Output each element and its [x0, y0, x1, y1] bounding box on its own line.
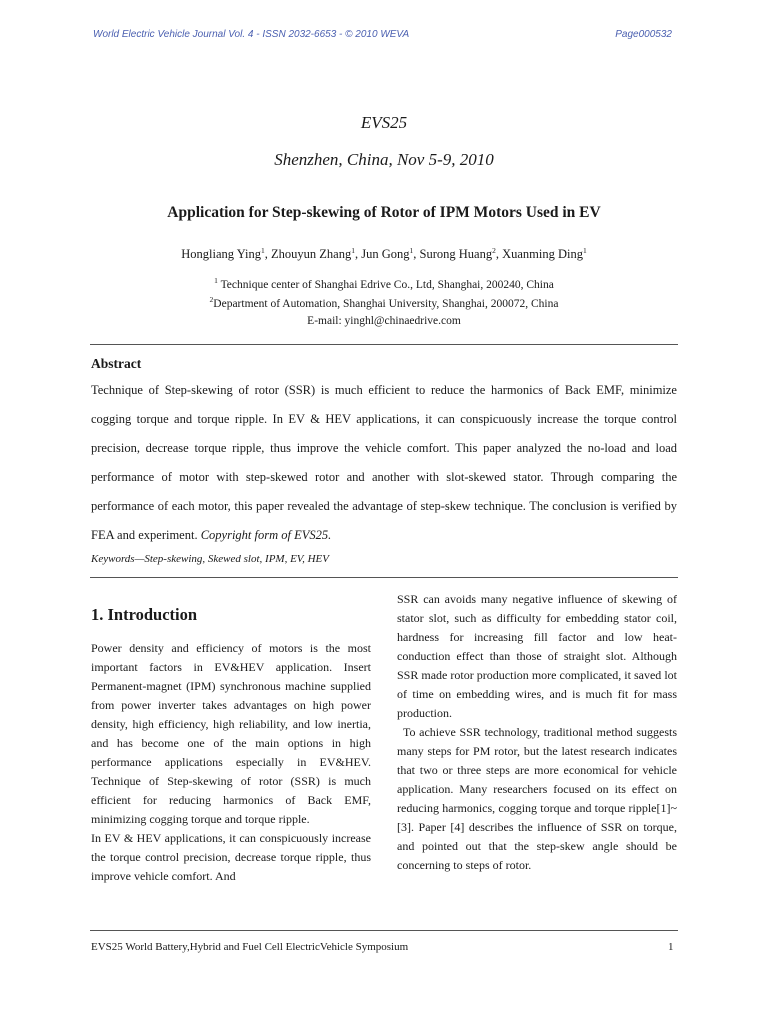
intro-left-column: [91, 639, 371, 886]
paragraph: To achieve SSR technology, traditional method suggests many steps for PM rotor, but the latest research indicates that two or three steps are more economical for vehicle application. Many researchers focused on its effect on reducing harmonics, cogging torque and torque ripple[1]~[3]. Paper [4] describes the influence of SSR on torque, and pointed out that the step-skew angle should be concerning to steps of rotor.: [397, 725, 677, 872]
page-id: Page000532: [615, 29, 672, 40]
abstract-heading: Abstract: [91, 356, 142, 371]
affiliation-1: $^1$ Technique center of Shanghai Edrive Co., Ltd, Shanghai, 200240, China: [214, 276, 554, 291]
author: Jun Gong$^1$,: [361, 246, 420, 262]
keywords: Keywords—Step-skewing, Skewed slot, IPM, EV, HEV: [91, 553, 329, 565]
author-email: E-mail: yinghl@chinaedrive.com: [307, 315, 461, 327]
footer-symposium: EVS25 World Battery,Hybrid and Fuel Cell ElectricVehicle Symposium: [91, 941, 409, 953]
abstract-bottom-rule: [90, 577, 678, 578]
intro-right-column: [397, 590, 677, 875]
author: Hongliang Ying$^1$,: [181, 246, 272, 262]
paragraph: In EV & HEV applications, it can conspicuously increase the torque control precision, decrease torque ripple, thus improve vehicle comfort. And: [91, 831, 371, 883]
page-number: 1: [668, 941, 674, 953]
journal-header: World Electric Vehicle Journal Vol. 4 - ISSN 2032-6653 - © 2010 WEVA: [93, 29, 410, 40]
footer-rule: [90, 930, 678, 931]
affiliation-2: $^2$Department of Automation, Shanghai University, Shanghai, 200072, China: [209, 295, 559, 310]
author: Zhouyun Zhang$^1$,: [271, 246, 362, 262]
abstract-top-rule: [90, 344, 678, 345]
conference-name: EVS25: [360, 113, 408, 132]
paragraph: Power density and efficiency of motors is the most important factors in EV&HEV application. Insert Permanent-magnet (IPM) synchronous machine supplied from power inverter takes advantages on high power density, high efficiency, high reliability, and low inertia, and has become one of the main options in high performance applications especially in EV&HEV. Technique of Step-skewing of rotor (SSR) is much efficient for reducing harmonics of Back EMF, minimizing cogging torque and torque ripple.: [91, 641, 371, 826]
conference-place-date: Shenzhen, China, Nov 5-9, 2010: [274, 150, 494, 169]
author-list: [0, 246, 768, 262]
author: Xuanming Ding$^1$: [502, 246, 587, 262]
paragraph: SSR can avoids many negative influence of skewing of stator slot, such as difficulty for embedding stator coil, hardness for increasing fill factor and low heat-conduction effect than those of straight slot. Although SSR made rotor production more complicated, it saved lot of time on embedding wires, and is much fit for mass production.: [397, 592, 677, 720]
abstract-body: Technique of Step-skewing of rotor (SSR) is much efficient to reduce the harmonics of Back EMF, minimize cogging torque and torque ripple. In EV & HEV applications, it can conspicuously increase the torque control precision, decrease torque ripple, thus improve the vehicle comfort. This paper analyzed the no-load and load performance of motor with step-skewed rotor and another with slot-skewed stator. Through comparing the performance of each motor, this paper revealed the advantage of step-skew technique. The conclusion is verified by FEA and experiment. Copyright form of EVS25.: [91, 383, 677, 542]
author: Surong Huang$^2$,: [419, 246, 503, 262]
paper-title: Application for Step-skewing of Rotor of IPM Motors Used in EV: [167, 204, 601, 221]
section-heading-introduction: 1. Introduction: [91, 605, 198, 624]
